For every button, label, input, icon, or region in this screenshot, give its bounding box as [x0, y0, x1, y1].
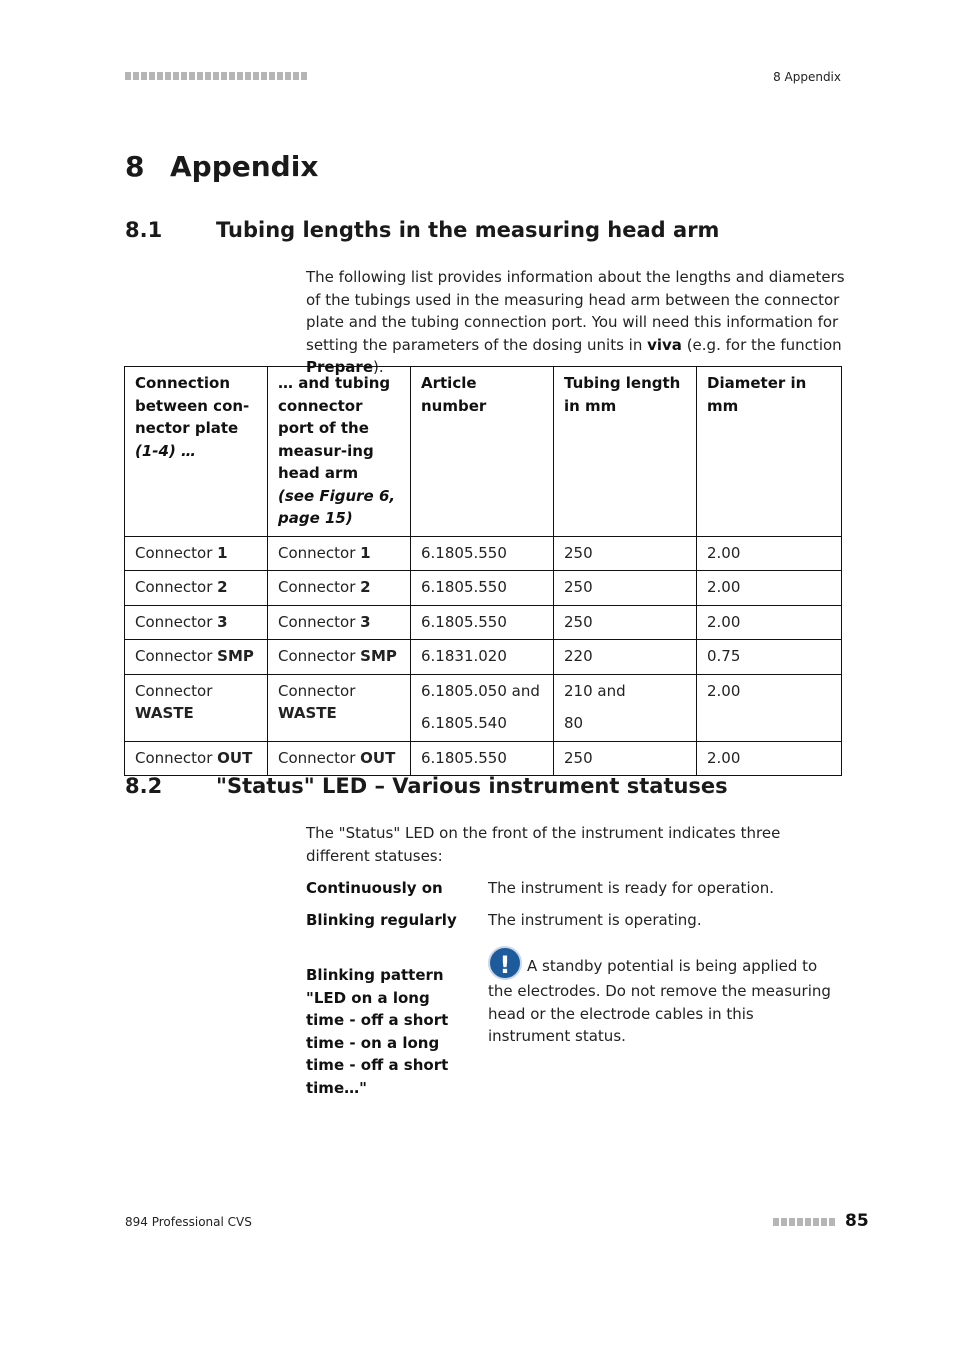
- header-tubing-port-text: … and tubing connector port of the measur-ing head arm: [278, 374, 391, 482]
- section-number: 8.2: [125, 774, 163, 798]
- table-header-row: [125, 367, 842, 537]
- cell-diameter: [697, 605, 842, 640]
- cell-text: 1: [217, 543, 228, 562]
- cell-tubing-length: [554, 605, 697, 640]
- header-dot-pattern: [125, 72, 307, 80]
- cell-text: 3: [360, 612, 371, 631]
- cell-text: 250: [564, 578, 593, 596]
- cell-text: Connector: [278, 578, 361, 596]
- header-connection-range: [135, 442, 196, 460]
- warning-text: A standby potential is being applied to the electrodes. Do not remove the measuring head or the electrode cables in this instrument status.: [488, 957, 831, 1045]
- section-heading-8-1: [125, 218, 719, 242]
- status-term-pattern: Blinking pattern "LED on a long time - off a short time - on a long time - off a short time…": [306, 966, 449, 1097]
- table-row: [125, 571, 842, 606]
- cell-article-number: [411, 536, 554, 571]
- cell-article-number: [411, 640, 554, 675]
- cell-tubing-port: [268, 536, 411, 571]
- cell-text: 2.00: [707, 748, 741, 767]
- cell-connection: [125, 640, 268, 675]
- intro-text: The following list provides information about the lengths and diameters of the tubings used in the measuring head arm between the connector plate and the tubing connection port. You will need this information for setting the parameters of the dosing units in: [306, 268, 845, 354]
- footer-product: 894 Professional CVS: [125, 1215, 252, 1229]
- cell-text: 6.1805.550: [421, 578, 507, 596]
- table-row: [125, 605, 842, 640]
- cell-article-number: [411, 741, 554, 776]
- header-diameter: Diameter in mm: [697, 367, 842, 537]
- cell-text: WASTE: [135, 704, 194, 722]
- intro-text-end: ).: [373, 358, 384, 376]
- range-bold: 4: [158, 441, 169, 460]
- figure-reference: (see Figure 6, page 15): [278, 486, 396, 527]
- warning-exclamation-icon: !: [488, 946, 522, 980]
- cell-text: Connector: [135, 681, 213, 700]
- cell-text: Connector: [135, 578, 218, 596]
- cell-text: WASTE: [278, 704, 337, 722]
- running-header: 8 Appendix: [773, 70, 841, 84]
- range-open: (1-: [135, 441, 159, 460]
- cell-text: 2: [360, 578, 371, 596]
- header-tubing-length: Tubing length in mm: [554, 367, 697, 537]
- header-article-number: Article number: [411, 367, 554, 537]
- cell-diameter: [697, 674, 842, 741]
- chapter-heading: [125, 150, 318, 183]
- page-number: 85: [845, 1211, 869, 1231]
- status-term-blinking: Blinking regularly: [306, 911, 457, 929]
- cell-article-number: [411, 674, 554, 741]
- cell-text: Connector: [278, 681, 356, 700]
- cell-tubing-length: [554, 536, 697, 571]
- cell-text: 80: [564, 714, 584, 732]
- cell-text: Connector: [278, 748, 361, 767]
- footer-dot-pattern: [773, 1218, 837, 1226]
- cell-tubing-length: [554, 571, 697, 606]
- header-tubing-port: [268, 367, 411, 537]
- cell-connection: [125, 674, 268, 741]
- cell-tubing-length: [554, 640, 697, 675]
- section-title: Tubing lengths in the measuring head arm: [216, 218, 720, 242]
- cell-article-number: [411, 571, 554, 606]
- cell-tubing-length: [554, 674, 697, 741]
- cell-text: 250: [564, 612, 593, 631]
- intro-text-mid: (e.g. for the function: [681, 335, 842, 354]
- cell-text: Connector: [278, 647, 361, 665]
- section-number: 8.1: [125, 218, 163, 242]
- cell-text: 250: [564, 543, 593, 562]
- cell-text: 210 and: [564, 681, 626, 700]
- cell-diameter: [697, 571, 842, 606]
- cell-text: Connector: [135, 612, 218, 631]
- cell-text: 2: [217, 578, 228, 596]
- cell-text: 6.1831.020: [421, 647, 507, 665]
- intro-prepare: Prepare: [306, 358, 373, 376]
- tubing-table: [124, 366, 842, 776]
- cell-text: 2.00: [707, 681, 741, 700]
- table-row: [125, 674, 842, 741]
- section-intro-8-2: The "Status" LED on the front of the instrument indicates three different statuses:: [306, 824, 781, 865]
- cell-text: Connector: [135, 647, 218, 665]
- table-row: [125, 640, 842, 675]
- status-desc-pattern: [488, 946, 840, 1048]
- cell-text: 6.1805.550: [421, 612, 507, 631]
- range-close: ) …: [168, 441, 197, 460]
- cell-text: OUT: [360, 748, 396, 767]
- cell-text: Connector: [135, 543, 218, 562]
- cell-text: Connector: [135, 748, 218, 767]
- cell-tubing-port: [268, 674, 411, 741]
- chapter-number: 8: [125, 150, 145, 183]
- header-connection: [125, 367, 268, 537]
- cell-diameter: [697, 741, 842, 776]
- cell-tubing-port: [268, 640, 411, 675]
- cell-text: 2.00: [707, 578, 741, 596]
- cell-text: 3: [217, 612, 228, 631]
- cell-diameter: [697, 536, 842, 571]
- cell-diameter: [697, 640, 842, 675]
- cell-text: 1: [360, 543, 371, 562]
- header-connection-text: Connection between con-nector plate: [135, 374, 250, 437]
- intro-viva: viva: [647, 335, 682, 354]
- section-title: "Status" LED – Various instrument statuses: [216, 774, 728, 798]
- cell-text: SMP: [217, 647, 254, 665]
- cell-text: OUT: [217, 748, 253, 767]
- section-heading-8-2: [125, 774, 728, 798]
- cell-text: 6.1805.550: [421, 748, 507, 767]
- cell-tubing-port: [268, 741, 411, 776]
- status-term-continuous: Continuously on: [306, 879, 443, 897]
- cell-text: SMP: [360, 647, 397, 665]
- cell-connection: [125, 605, 268, 640]
- cell-text: 2.00: [707, 543, 741, 562]
- status-desc-blinking: The instrument is operating.: [488, 911, 702, 929]
- cell-tubing-port: [268, 605, 411, 640]
- cell-text: Connector: [278, 612, 361, 631]
- cell-tubing-length: [554, 741, 697, 776]
- cell-text: 6.1805.550: [421, 543, 507, 562]
- cell-connection: [125, 741, 268, 776]
- cell-text: 250: [564, 748, 593, 767]
- cell-text: 220: [564, 647, 593, 665]
- table-row: [125, 741, 842, 776]
- cell-tubing-port: [268, 571, 411, 606]
- cell-connection: [125, 571, 268, 606]
- table-row: [125, 536, 842, 571]
- section-intro-8-1: [306, 266, 846, 379]
- status-desc-continuous: The instrument is ready for operation.: [488, 879, 775, 897]
- cell-article-number: [411, 605, 554, 640]
- cell-text: 0.75: [707, 647, 741, 665]
- chapter-title: Appendix: [170, 150, 319, 183]
- cell-text: 2.00: [707, 612, 741, 631]
- cell-text: 6.1805.540: [421, 714, 507, 732]
- cell-text: Connector: [278, 543, 361, 562]
- cell-connection: [125, 536, 268, 571]
- cell-text: 6.1805.050 and: [421, 681, 540, 700]
